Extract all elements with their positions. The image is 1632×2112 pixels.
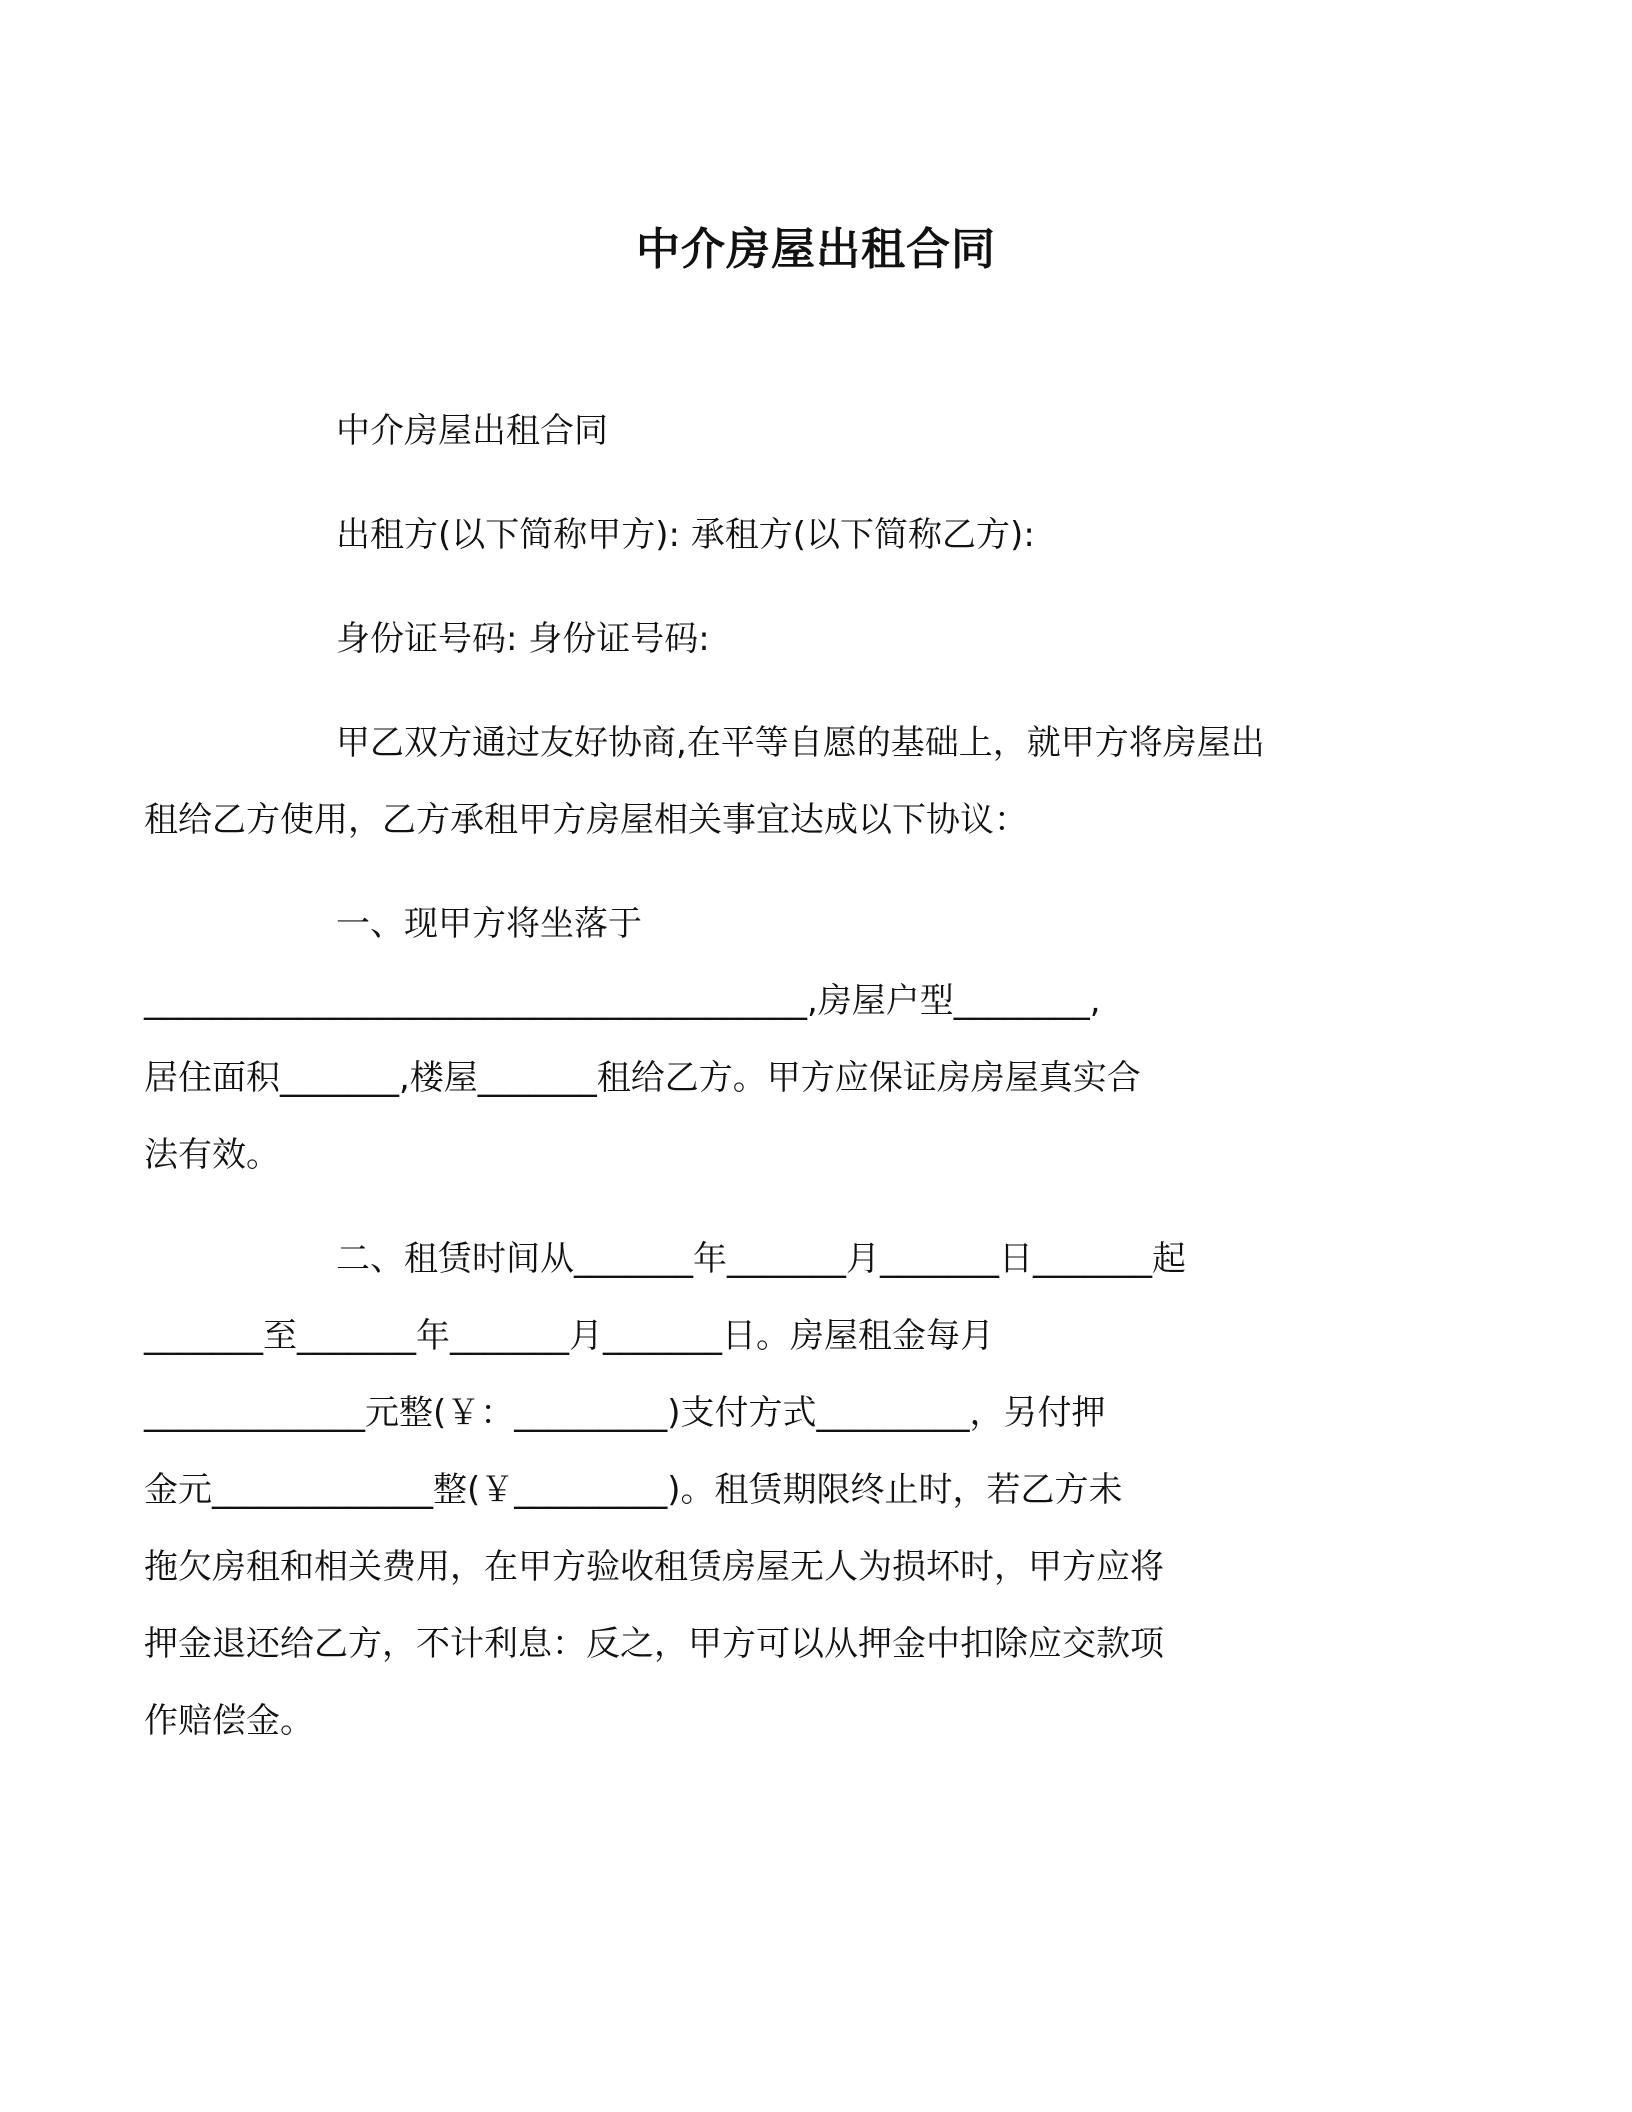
clause-2-line-2: _______至_______年_______月_______日。房屋租金每月 (144, 1316, 994, 1356)
intro-line-1: 甲乙双方通过友好协商,在平等自愿的基础上，就甲方将房屋出 (336, 723, 1265, 763)
intro-paragraph (144, 705, 1380, 859)
clause-2-line-3: _____________元整(￥：_________)支付方式_________，另付押 (144, 1393, 1106, 1433)
clause-1-paragraph (144, 886, 1380, 1194)
clause-1-line-1: 一、现甲方将坐落于 (336, 904, 642, 944)
clause-2-line-4: 金元_____________整(￥_________)。租赁期限终止时，若乙方未 (144, 1470, 1123, 1510)
document-title: 中介房屋出租合同 (636, 224, 996, 275)
intro-line-2: 租给乙方使用，乙方承租甲方房屋相关事宜达成以下协议： (144, 800, 1028, 840)
clause-2-line-7: 作赔偿金。 (144, 1701, 314, 1741)
document-subtitle: 中介房屋出租合同 (336, 411, 608, 451)
id-numbers-line: 身份证号码: 身份证号码: (336, 619, 710, 659)
clause-2-line-1: 二、租赁时间从_______年_______月_______日_______起 (336, 1239, 1186, 1279)
clause-1-line-3: 居住面积_______,楼屋_______租给乙方。甲方应保证房房屋真实合 (144, 1058, 1141, 1098)
document-body (144, 393, 1380, 1760)
clause-2-line-5: 拖欠房租和相关费用，在甲方验收租赁房屋无人为损坏时，甲方应将 (144, 1547, 1164, 1587)
clause-2-paragraph (144, 1221, 1380, 1760)
parties-line: 出租方(以下简称甲方): 承租方(以下简称乙方): (336, 515, 1035, 555)
clause-2-line-6: 押金退还给乙方，不计利息：反之，甲方可以从押金中扣除应交款项 (144, 1624, 1164, 1664)
clause-1-line-4: 法有效。 (144, 1135, 280, 1175)
clause-1-line-2: _______________________________________,房屋户型________, (144, 981, 1101, 1021)
